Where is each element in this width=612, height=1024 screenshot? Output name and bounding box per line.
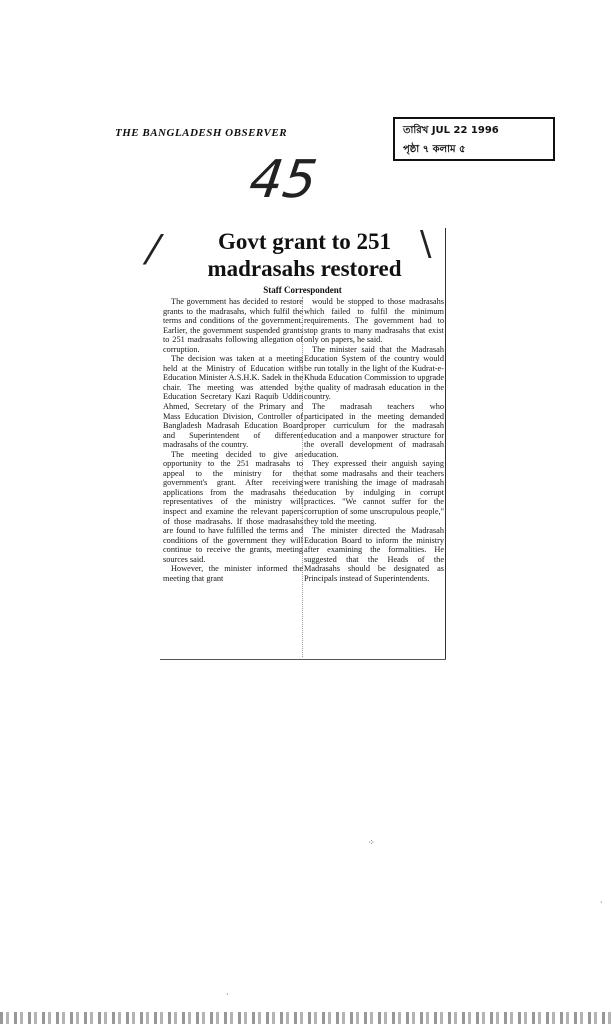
headline-line-2: madrasahs restored (207, 256, 402, 281)
scan-bottom-edge (0, 1012, 612, 1024)
paragraph: However, the minister informed the meeting that grant (163, 564, 303, 583)
paragraph: The decision was taken at a meeting held at the Ministry of Education with Education Minister A.S.H.K. Sadek in the chair. The meeting was attended by Education Secretary Kazi Raquib Uddin Ahmed, Secretary of the Primary and Mass Education Division, Controller of Bangladesh Madrasah Education Board and Superintendent of different madrasahs of the country. (163, 354, 303, 450)
paragraph: The minister said that the Madrasah Education System of the country would be run totally in the light of the Kudrat-e-Khuda Education Commission to upgrade the quality of madrasah education in the country. (304, 344, 444, 402)
paragraph: would be stopped to those madrasahs which failed to fulfil the minimum requirements. The government had to stop grants to many madrasahs that exist only on papers, he said. (304, 297, 444, 345)
clipping-right-edge (445, 228, 446, 660)
article-column-right (304, 297, 444, 583)
scan-speck: ⁘ (368, 838, 375, 847)
paragraph: They expressed their anguish saying that some madrasahs and their teachers were tranishing the image of madrasah education by indulging in corrupt practices. "We cannot suffer for the corruption of some unscrupulous people," they told the meeting. (304, 459, 444, 526)
article-byline: Staff Correspondent (263, 285, 342, 295)
headline-line-1: Govt grant to 251 (217, 229, 392, 254)
handwritten-number: 45 (245, 150, 321, 210)
article-headline (172, 228, 437, 282)
paragraph: The minister directed the Madrasah Education Board to inform the ministry after examining the formalities. He suggested that the Heads of the Madrasahs should be designated as Principals instead of Superintendents. (304, 526, 444, 583)
newspaper-masthead: THE BANGLADESH OBSERVER (115, 127, 288, 139)
paragraph: The madrasah teachers who participated in the meeting demanded proper curriculum for the madrasah education and a manpower structure for the overall development of madrasah education. (304, 402, 444, 459)
scan-speck: · (226, 990, 229, 999)
pen-mark-right: \ (420, 224, 432, 264)
article-column-left (163, 297, 303, 583)
paragraph: The meeting decided to give an opportunity to the 251 madrasahs to appeal to the ministry for the government's grant. After receiving applications from the madrasahs the representatives of the ministry will inspect and examine the relevant papers of those madrasahs. If those madrasahs are found to have fulfilled the terms and conditions of the government they will continue to receive the grants, meeting sources said. (163, 449, 303, 564)
stamp-page-column-line: পৃষ্ঠা ৭ কলাম ৫ (403, 144, 466, 155)
pen-mark-left: ⁄ (150, 228, 157, 274)
clipping-bottom-edge (160, 659, 446, 660)
stamp-date-line: তারিখ JUL 22 1996 (403, 125, 499, 136)
scan-speck: · (600, 898, 603, 907)
date-page-stamp (393, 117, 555, 161)
paragraph: The government has decided to restore grants to the madrasahs, which fulfil the terms and conditions of the government. Earlier, the government suspended grants to 251 madrasahs following allegation of corruption. (163, 297, 303, 354)
